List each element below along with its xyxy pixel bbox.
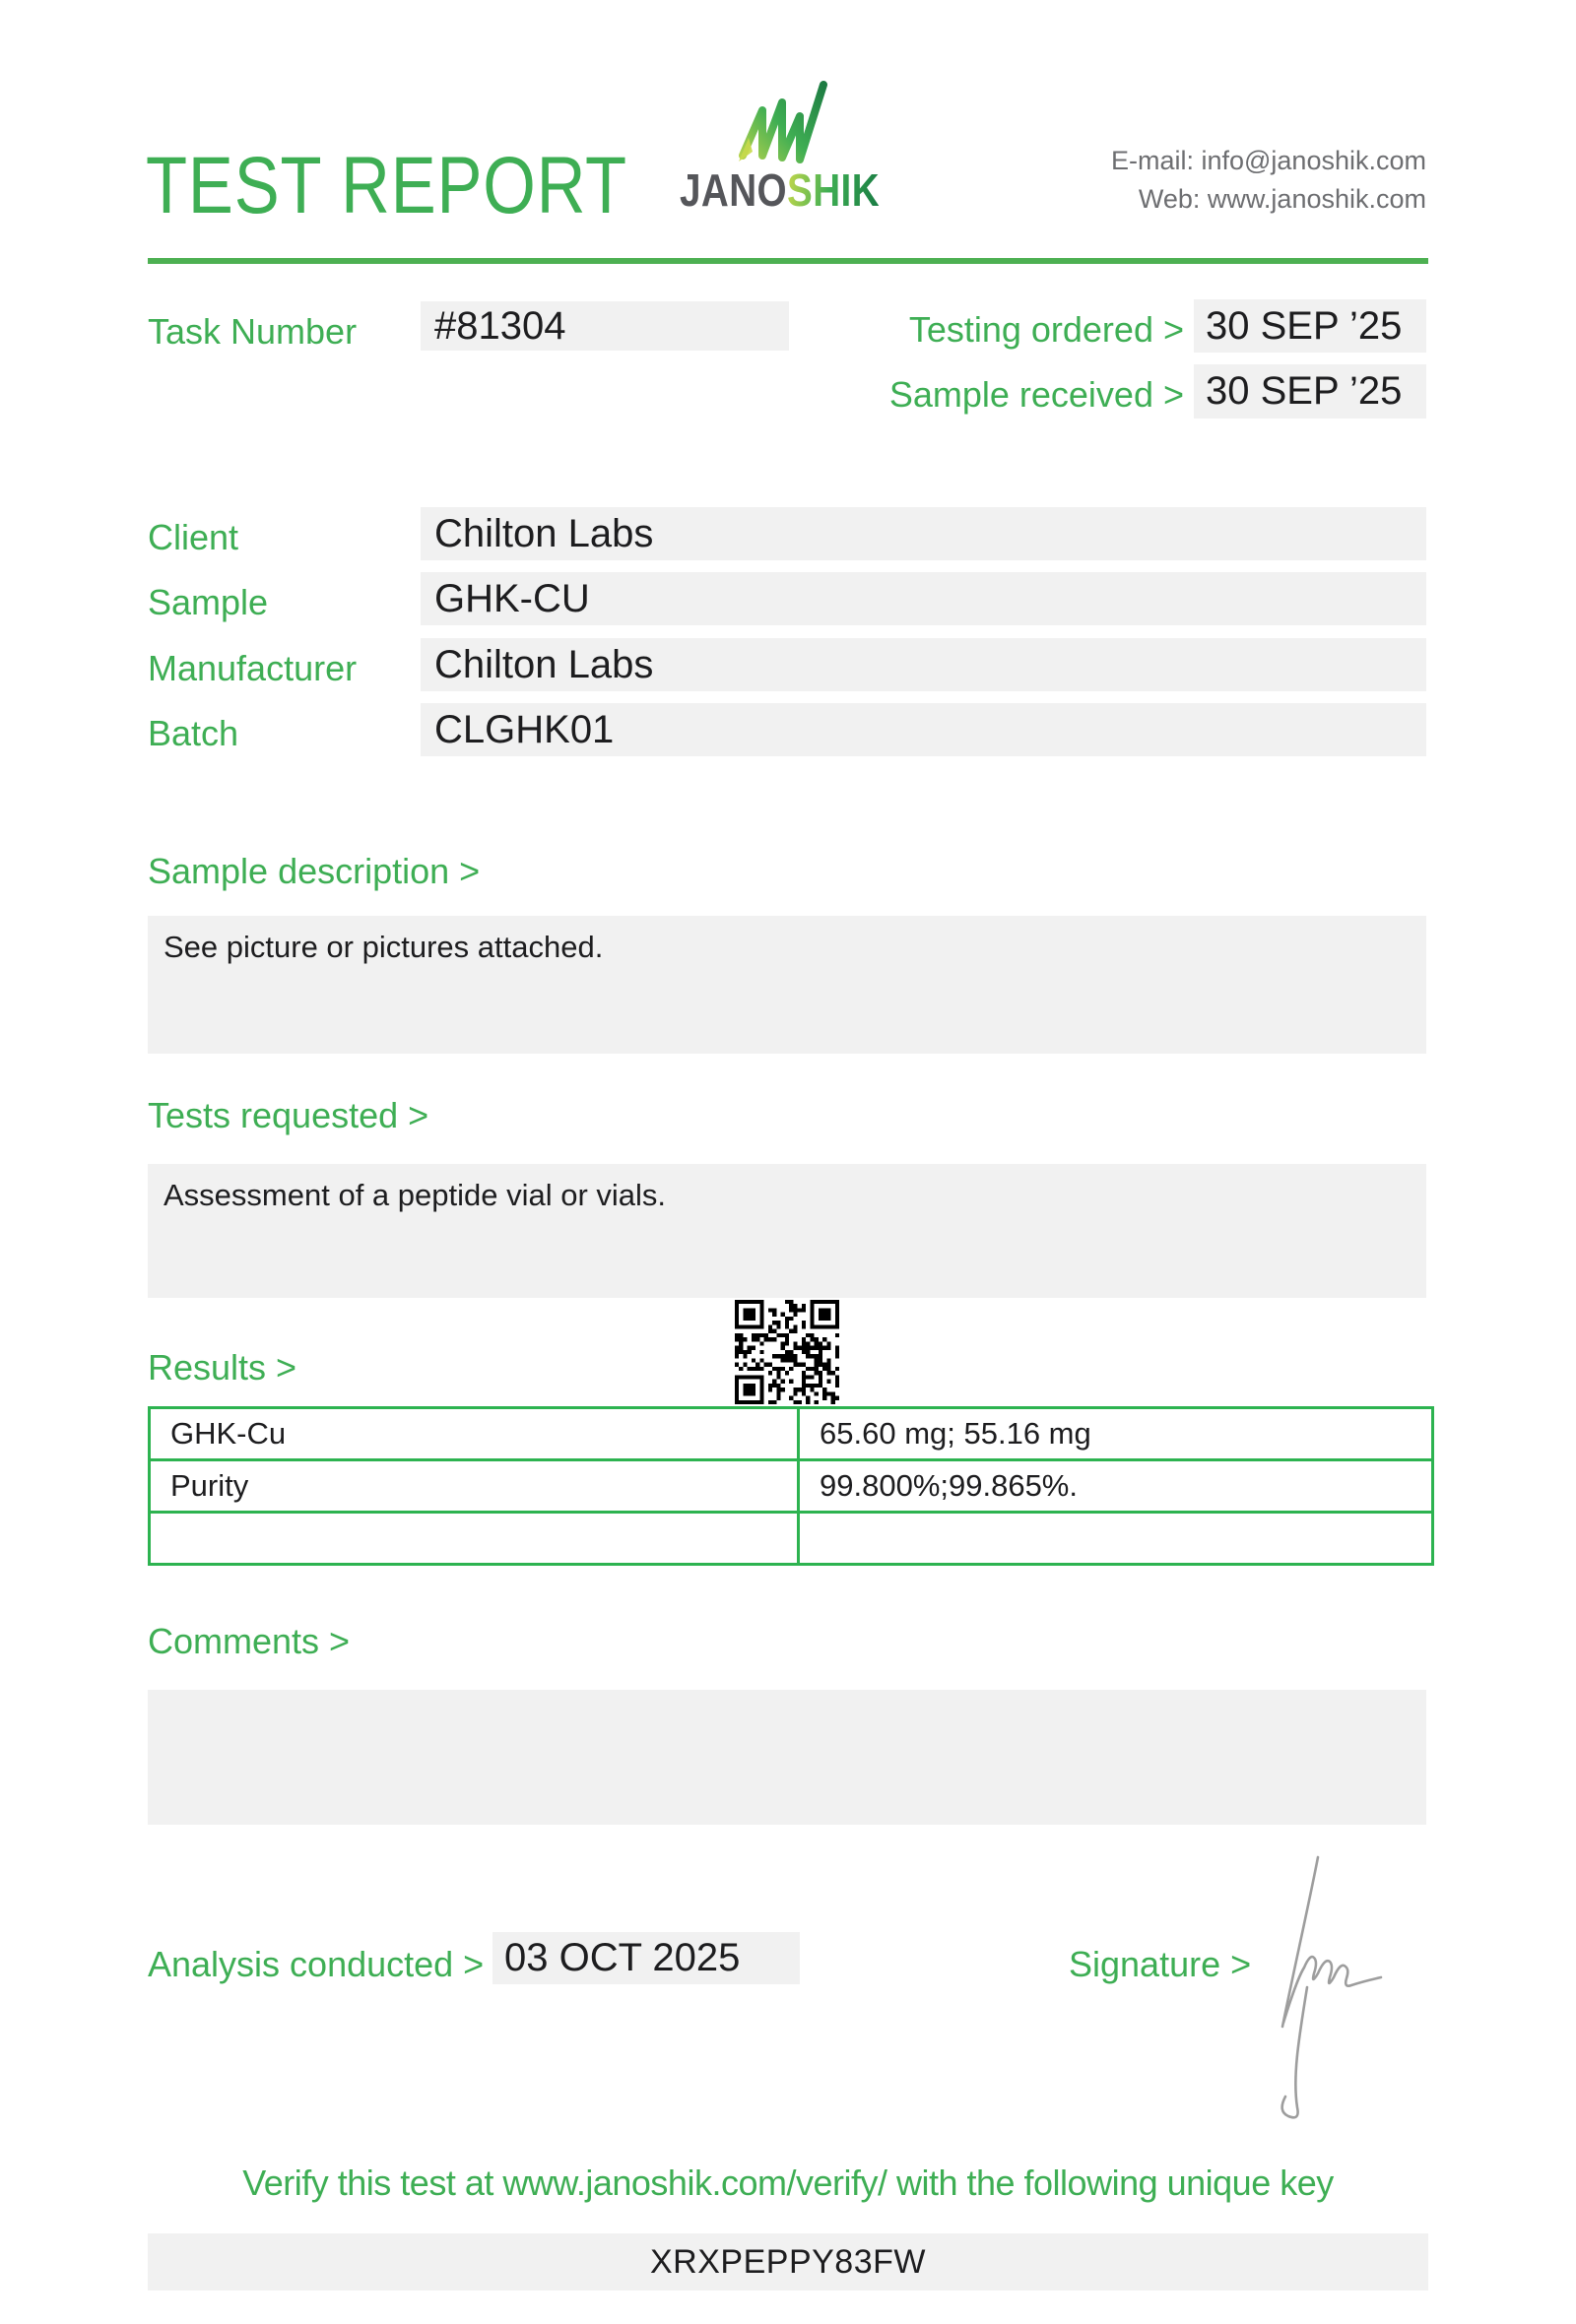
comments-heading: Comments > [148,1621,351,1661]
signature-label: Signature > [1069,1944,1252,1984]
logo-wordmark [680,163,880,217]
qr-code [735,1300,839,1404]
analysis-conducted-field [492,1932,800,1984]
contact-info [1111,142,1426,219]
result-value-cell: 65.60 mg; 55.16 mg [799,1408,1433,1460]
sample-value: GHK-CU [434,577,590,620]
client-label: Client [148,517,239,557]
contact-web: Web: www.janoshik.com [1138,184,1426,215]
results-heading: Results > [148,1347,297,1388]
result-name-cell: Purity [150,1460,799,1513]
sample-field [421,572,1426,625]
client-field [421,507,1426,560]
result-value-cell [799,1513,1433,1565]
page-title: TEST REPORT [146,141,627,230]
testing-ordered-label: Testing ordered > [908,309,1184,350]
task-number-label: Task Number [148,311,358,352]
table-row [150,1460,1433,1513]
result-value-cell: 99.800%;99.865%. [799,1460,1433,1513]
testing-ordered-field [1194,299,1426,353]
testing-ordered-value: 30 SEP ’25 [1206,304,1403,348]
tests-requested-box [148,1164,1426,1298]
sample-received-label: Sample received > [888,374,1184,415]
batch-label: Batch [148,713,239,753]
verify-instruction: Verify this test at www.janoshik.com/verify/ with the following unique key [242,2163,1334,2203]
manufacturer-value: Chilton Labs [434,643,654,686]
verify-key-value: XRXPEPPY83FW [650,2243,926,2281]
task-number-value: #81304 [434,304,566,348]
result-name-cell [150,1513,799,1565]
manufacturer-label: Manufacturer [148,648,358,688]
sample-description-box [148,916,1426,1054]
verify-key-field [148,2233,1428,2291]
batch-value: CLGHK01 [434,708,615,751]
manufacturer-field [421,638,1426,691]
sample-label: Sample [148,582,269,622]
results-table [148,1406,1434,1566]
sample-description-text: See picture or pictures attached. [164,930,604,964]
sample-description-heading: Sample description > [148,851,481,891]
analysis-conducted-value: 03 OCT 2025 [504,1936,741,1979]
growth-chart-icon [737,77,835,165]
sample-received-field [1194,364,1426,419]
logo-word-dark: JANO [680,164,788,216]
header-divider [148,258,1428,264]
result-name-cell: GHK-Cu [150,1408,799,1460]
logo-word-green: SHIK [787,164,881,216]
client-value: Chilton Labs [434,512,654,555]
tests-requested-text: Assessment of a peptide vial or vials. [164,1178,667,1212]
task-number-field [421,301,789,351]
analysis-conducted-label: Analysis conducted > [148,1944,485,1984]
batch-field [421,703,1426,756]
tests-requested-heading: Tests requested > [148,1095,429,1135]
sample-received-value: 30 SEP ’25 [1206,369,1403,413]
signature-image [1259,1847,1466,2143]
comments-box [148,1690,1426,1825]
table-row [150,1408,1433,1460]
table-row [150,1513,1433,1565]
contact-email: E-mail: info@janoshik.com [1110,146,1426,175]
